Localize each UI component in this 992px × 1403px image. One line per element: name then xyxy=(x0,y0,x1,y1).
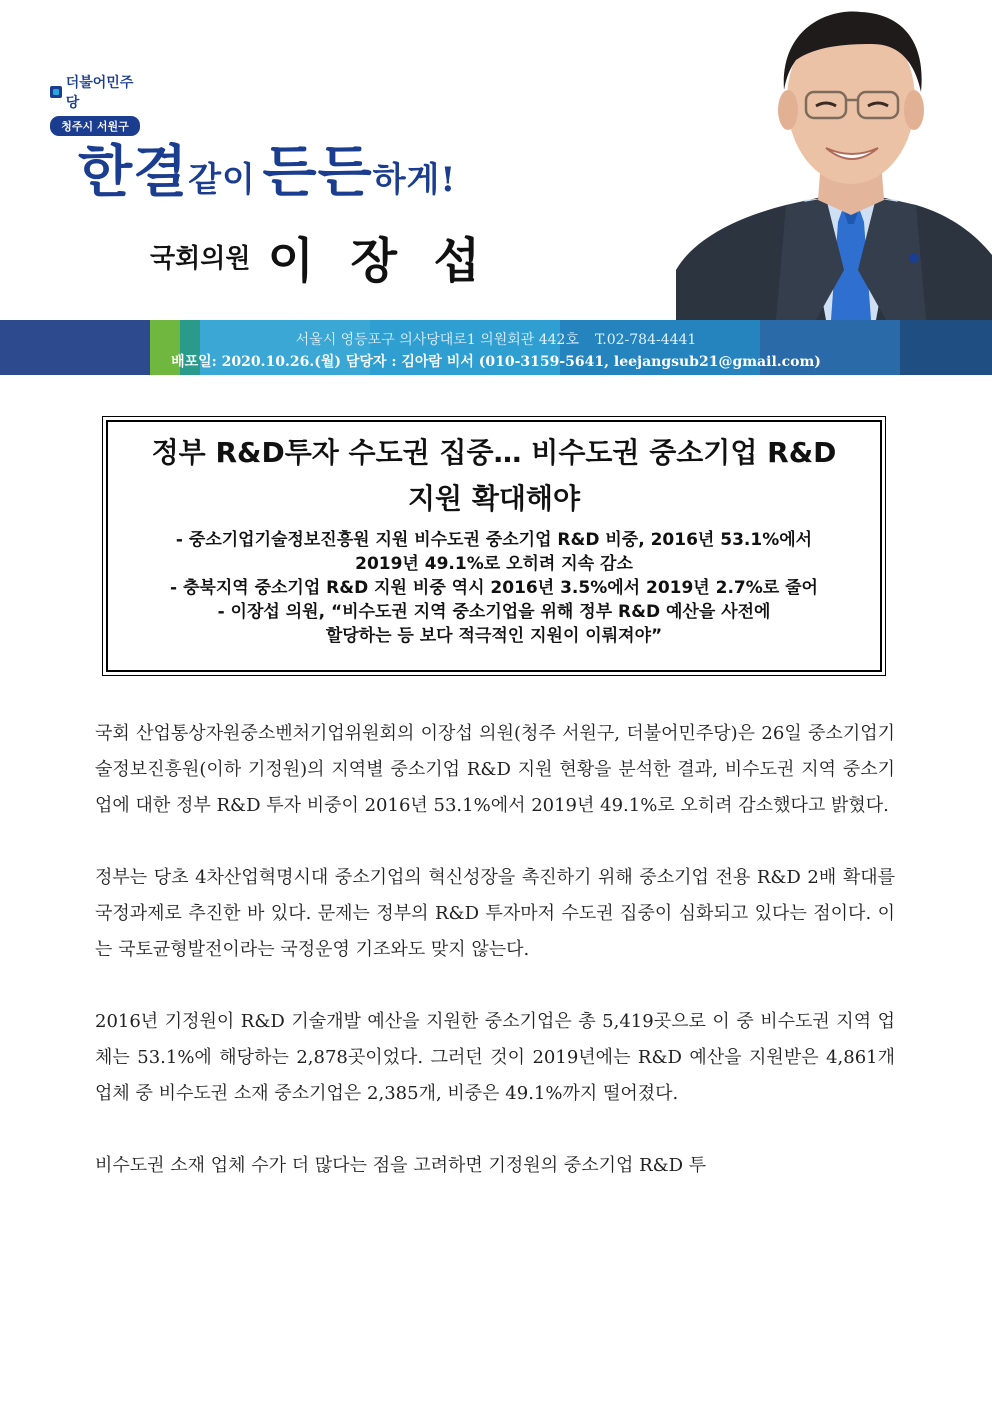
slogan-part: 같이 xyxy=(188,160,256,200)
party-mark-icon xyxy=(50,86,62,98)
subtitle-line: - 충북지역 중소기업 R&D 지원 비중 역시 2016년 3.5%에서 2019년 2.7%로 줄어 xyxy=(170,578,818,598)
portrait-photo xyxy=(676,0,992,320)
paragraph: 정부는 당초 4차산업혁명시대 중소기업의 혁신성장을 촉진하기 위해 중소기업 전용 R&D 2배 확대를 국정과제로 추진한 바 있다. 문제는 정부의 R&D 투자마저 수도권 집중이 심화되고 있다는 점이다. 이는 국토균형발전이라는 국정운영 기조와도 맞지 않는다. xyxy=(95,867,895,960)
letterhead xyxy=(0,0,992,320)
slogan xyxy=(78,128,456,208)
office-address: 서울시 영등포구 의사당대로1 의원회관 442호 xyxy=(295,332,579,348)
member-position: 국회의원 xyxy=(150,244,251,274)
article-body xyxy=(95,716,895,1220)
headline-box xyxy=(106,420,882,672)
contact-band xyxy=(0,320,992,375)
subtitle-line: 2019년 49.1%로 오히려 지속 감소 xyxy=(355,554,633,574)
subtitle-line: - 이장섭 의원, “비수도권 지역 중소기업을 위해 정부 R&D 예산을 사전에 xyxy=(217,602,771,622)
party-region: 청주시 서원구 xyxy=(50,116,140,136)
party-logo xyxy=(50,72,145,136)
headline-line: 정부 R&D투자 수도권 집중… 비수도권 중소기업 R&D xyxy=(151,436,837,469)
paragraph: 국회 산업통상자원중소벤처기업위원회의 이장섭 의원(청주 서원구, 더불어민주당)은 26일 중소기업기술정보진흥원(이하 기정원)의 지역별 중소기업 R&D 지원 현황을 분석한 결과, 비수도권 지역 중소기업에 대한 정부 R&D 투자 비중이 2016년 53.1%에서 2019년 49.1%로 오히려 감소했다고 밝혔다. xyxy=(95,723,895,816)
party-name: 더불어민주당 xyxy=(65,75,134,111)
office-phone: T.02-784-4441 xyxy=(594,332,697,348)
headline-title xyxy=(108,430,880,522)
member-title xyxy=(150,222,490,291)
subtitle-line: - 중소기업기술정보진흥원 지원 비수도권 중소기업 R&D 비중, 2016년 53.1%에서 xyxy=(175,530,813,550)
paragraph: 2016년 기정원이 R&D 기술개발 예산을 지원한 중소기업은 총 5,419곳으로 이 중 비수도권 지역 업체는 53.1%에 해당하는 2,878곳이었다. 그러던 것이 2019년에는 R&D 예산을 지원받은 4,861개 업체 중 비수도권 소재 중소기업은 2,385개, 비중은 49.1%까지 떨어졌다. xyxy=(95,1011,895,1104)
portrait-illustration xyxy=(676,0,992,320)
paragraph: 비수도권 소재 업체 수가 더 많다는 점을 고려하면 기정원의 중소기업 R&D 투 xyxy=(95,1155,707,1176)
headline-line: 지원 확대해야 xyxy=(407,482,581,515)
slogan-part: 하게! xyxy=(372,160,457,200)
slogan-part: 든든 xyxy=(262,139,373,205)
release-date-contact: 배포일: 2020.10.26.(월) 담당자 : 김아람 비서 (010-3159-5641, leejangsub21@gmail.com) xyxy=(171,354,821,370)
slogan-part: 한결 xyxy=(78,139,189,205)
member-name: 이 장 섭 xyxy=(267,233,491,289)
subtitle-line: 할당하는 등 보다 적극적인 지원이 이뤄져야” xyxy=(325,626,663,646)
address-line xyxy=(0,329,992,349)
headline-subtitles xyxy=(108,528,880,648)
